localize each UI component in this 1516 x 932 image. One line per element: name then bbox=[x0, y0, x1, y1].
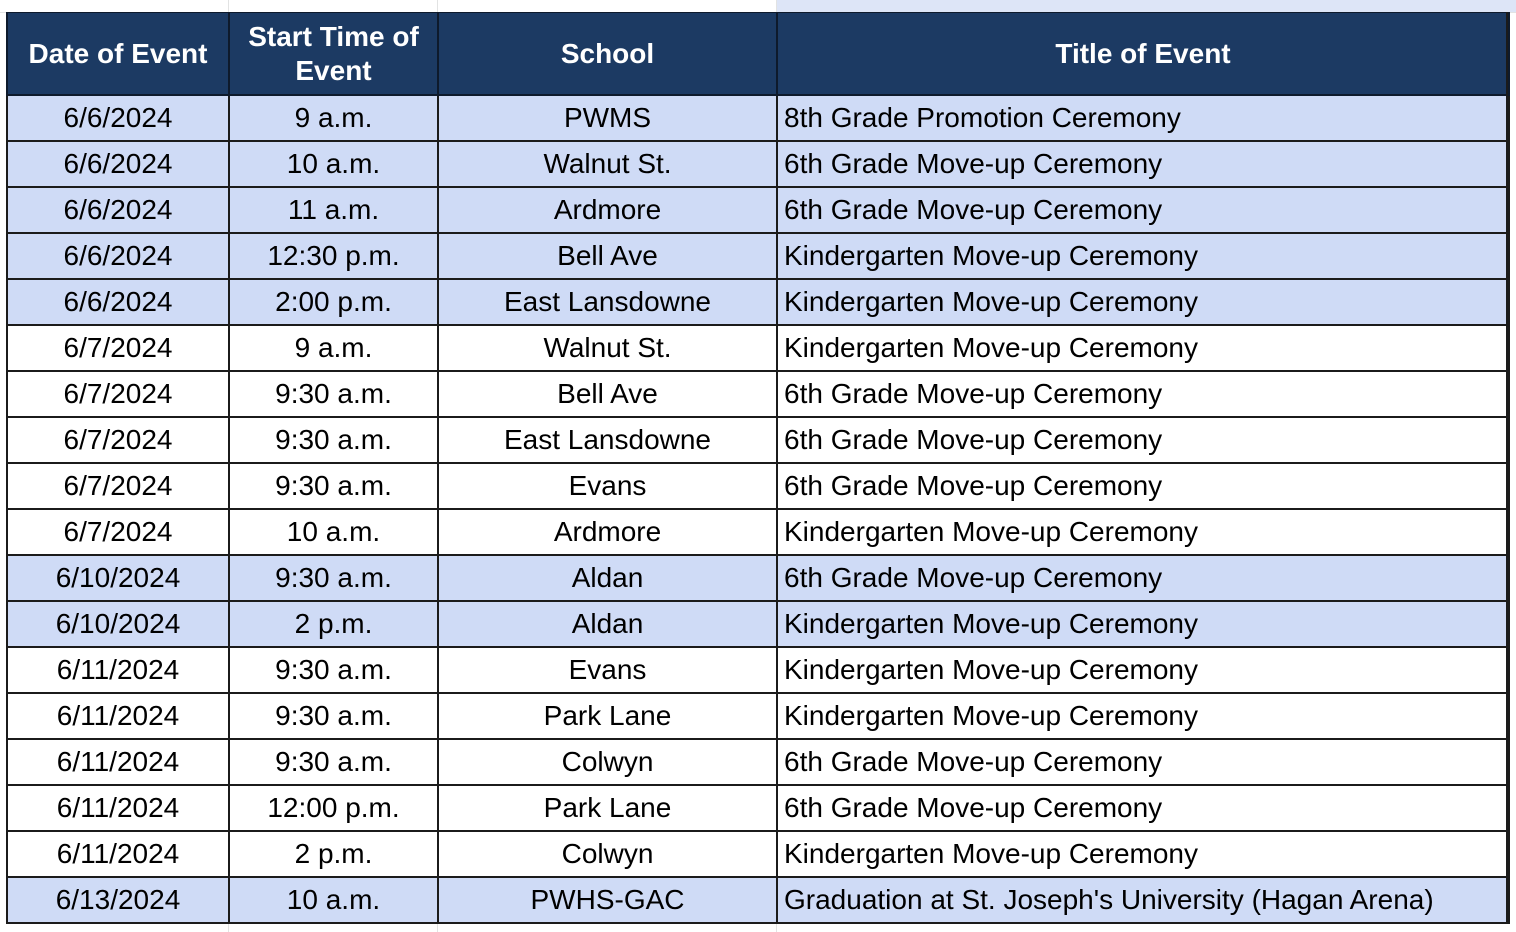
cell-start-time[interactable]: 2:00 p.m. bbox=[229, 279, 438, 325]
cell-date[interactable]: 6/11/2024 bbox=[7, 647, 229, 693]
cell-date[interactable]: 6/11/2024 bbox=[7, 693, 229, 739]
table-row bbox=[7, 187, 1509, 233]
table-row bbox=[7, 877, 1509, 923]
table-row bbox=[7, 141, 1509, 187]
header-start-time[interactable]: Start Time of Event bbox=[229, 13, 438, 96]
table-row bbox=[7, 831, 1509, 877]
cell-school[interactable]: Bell Ave bbox=[438, 233, 777, 279]
table-row bbox=[7, 785, 1509, 831]
table-row bbox=[7, 371, 1509, 417]
cell-date[interactable]: 6/10/2024 bbox=[7, 601, 229, 647]
table-row bbox=[7, 325, 1509, 371]
cell-date[interactable]: 6/7/2024 bbox=[7, 463, 229, 509]
cell-date[interactable]: 6/6/2024 bbox=[7, 187, 229, 233]
cell-date[interactable]: 6/6/2024 bbox=[7, 233, 229, 279]
cell-start-time[interactable]: 9 a.m. bbox=[229, 95, 438, 141]
cell-start-time[interactable]: 12:30 p.m. bbox=[229, 233, 438, 279]
table-row bbox=[7, 555, 1509, 601]
table-right-border bbox=[1506, 12, 1508, 922]
cell-start-time[interactable]: 9:30 a.m. bbox=[229, 417, 438, 463]
cell-title[interactable]: Kindergarten Move-up Ceremony bbox=[777, 509, 1509, 555]
table-row bbox=[7, 601, 1509, 647]
cell-school[interactable]: Park Lane bbox=[438, 693, 777, 739]
cell-date[interactable]: 6/7/2024 bbox=[7, 417, 229, 463]
cell-school[interactable]: Evans bbox=[438, 463, 777, 509]
cell-date[interactable]: 6/6/2024 bbox=[7, 279, 229, 325]
cell-title[interactable]: 6th Grade Move-up Ceremony bbox=[777, 417, 1509, 463]
table-row bbox=[7, 739, 1509, 785]
cell-start-time[interactable]: 10 a.m. bbox=[229, 509, 438, 555]
cell-date[interactable]: 6/7/2024 bbox=[7, 325, 229, 371]
header-school[interactable]: School bbox=[438, 13, 777, 96]
cell-date[interactable]: 6/11/2024 bbox=[7, 785, 229, 831]
cell-school[interactable]: Walnut St. bbox=[438, 325, 777, 371]
cell-date[interactable]: 6/10/2024 bbox=[7, 555, 229, 601]
cell-date[interactable]: 6/11/2024 bbox=[7, 831, 229, 877]
cell-school[interactable]: East Lansdowne bbox=[438, 279, 777, 325]
cell-date[interactable]: 6/6/2024 bbox=[7, 141, 229, 187]
cell-school[interactable]: East Lansdowne bbox=[438, 417, 777, 463]
cell-title[interactable]: Kindergarten Move-up Ceremony bbox=[777, 831, 1509, 877]
cell-date[interactable]: 6/7/2024 bbox=[7, 371, 229, 417]
cell-school[interactable]: Park Lane bbox=[438, 785, 777, 831]
cell-start-time[interactable]: 10 a.m. bbox=[229, 141, 438, 187]
table-row bbox=[7, 95, 1509, 141]
cell-start-time[interactable]: 10 a.m. bbox=[229, 877, 438, 923]
cell-date[interactable]: 6/7/2024 bbox=[7, 509, 229, 555]
cell-title[interactable]: Kindergarten Move-up Ceremony bbox=[777, 279, 1509, 325]
table-row bbox=[7, 233, 1509, 279]
cell-school[interactable]: Aldan bbox=[438, 555, 777, 601]
cell-start-time[interactable]: 9 a.m. bbox=[229, 325, 438, 371]
events-table bbox=[6, 12, 1510, 924]
table-row bbox=[7, 693, 1509, 739]
cell-title[interactable]: 6th Grade Move-up Ceremony bbox=[777, 187, 1509, 233]
cell-title[interactable]: Kindergarten Move-up Ceremony bbox=[777, 325, 1509, 371]
cell-start-time[interactable]: 9:30 a.m. bbox=[229, 647, 438, 693]
cell-school[interactable]: PWMS bbox=[438, 95, 777, 141]
cell-school[interactable]: Walnut St. bbox=[438, 141, 777, 187]
cell-start-time[interactable]: 2 p.m. bbox=[229, 601, 438, 647]
cell-school[interactable]: Bell Ave bbox=[438, 371, 777, 417]
cell-title[interactable]: 6th Grade Move-up Ceremony bbox=[777, 463, 1509, 509]
cell-title[interactable]: Kindergarten Move-up Ceremony bbox=[777, 647, 1509, 693]
cell-start-time[interactable]: 12:00 p.m. bbox=[229, 785, 438, 831]
cell-title[interactable]: 8th Grade Promotion Ceremony bbox=[777, 95, 1509, 141]
cell-title[interactable]: 6th Grade Move-up Ceremony bbox=[777, 555, 1509, 601]
cell-start-time[interactable]: 9:30 a.m. bbox=[229, 371, 438, 417]
cell-date[interactable]: 6/11/2024 bbox=[7, 739, 229, 785]
events-body bbox=[7, 95, 1509, 923]
cell-title[interactable]: 6th Grade Move-up Ceremony bbox=[777, 141, 1509, 187]
cell-title[interactable]: Kindergarten Move-up Ceremony bbox=[777, 693, 1509, 739]
cell-school[interactable]: Aldan bbox=[438, 601, 777, 647]
cell-title[interactable]: 6th Grade Move-up Ceremony bbox=[777, 739, 1509, 785]
cell-start-time[interactable]: 9:30 a.m. bbox=[229, 693, 438, 739]
cell-school[interactable]: PWHS-GAC bbox=[438, 877, 777, 923]
cell-school[interactable]: Colwyn bbox=[438, 739, 777, 785]
table-row bbox=[7, 463, 1509, 509]
header-title[interactable]: Title of Event bbox=[777, 13, 1509, 96]
cell-date[interactable]: 6/13/2024 bbox=[7, 877, 229, 923]
cell-start-time[interactable]: 11 a.m. bbox=[229, 187, 438, 233]
cell-date[interactable]: 6/6/2024 bbox=[7, 95, 229, 141]
cell-start-time[interactable]: 9:30 a.m. bbox=[229, 739, 438, 785]
cell-start-time[interactable]: 9:30 a.m. bbox=[229, 463, 438, 509]
cell-title[interactable]: 6th Grade Move-up Ceremony bbox=[777, 371, 1509, 417]
cell-school[interactable]: Ardmore bbox=[438, 509, 777, 555]
cell-school[interactable]: Ardmore bbox=[438, 187, 777, 233]
table-row bbox=[7, 647, 1509, 693]
table-row bbox=[7, 509, 1509, 555]
cell-title[interactable]: Kindergarten Move-up Ceremony bbox=[777, 233, 1509, 279]
cell-school[interactable]: Colwyn bbox=[438, 831, 777, 877]
cell-school[interactable]: Evans bbox=[438, 647, 777, 693]
header-row bbox=[7, 13, 1509, 96]
cell-title[interactable]: 6th Grade Move-up Ceremony bbox=[777, 785, 1509, 831]
cell-title[interactable]: Graduation at St. Joseph's University (Hagan Arena) bbox=[777, 877, 1509, 923]
cell-start-time[interactable]: 2 p.m. bbox=[229, 831, 438, 877]
gridline-top-tint bbox=[776, 0, 1516, 12]
table-row bbox=[7, 279, 1509, 325]
header-date[interactable]: Date of Event bbox=[7, 13, 229, 96]
cell-start-time[interactable]: 9:30 a.m. bbox=[229, 555, 438, 601]
table-row bbox=[7, 417, 1509, 463]
cell-title[interactable]: Kindergarten Move-up Ceremony bbox=[777, 601, 1509, 647]
